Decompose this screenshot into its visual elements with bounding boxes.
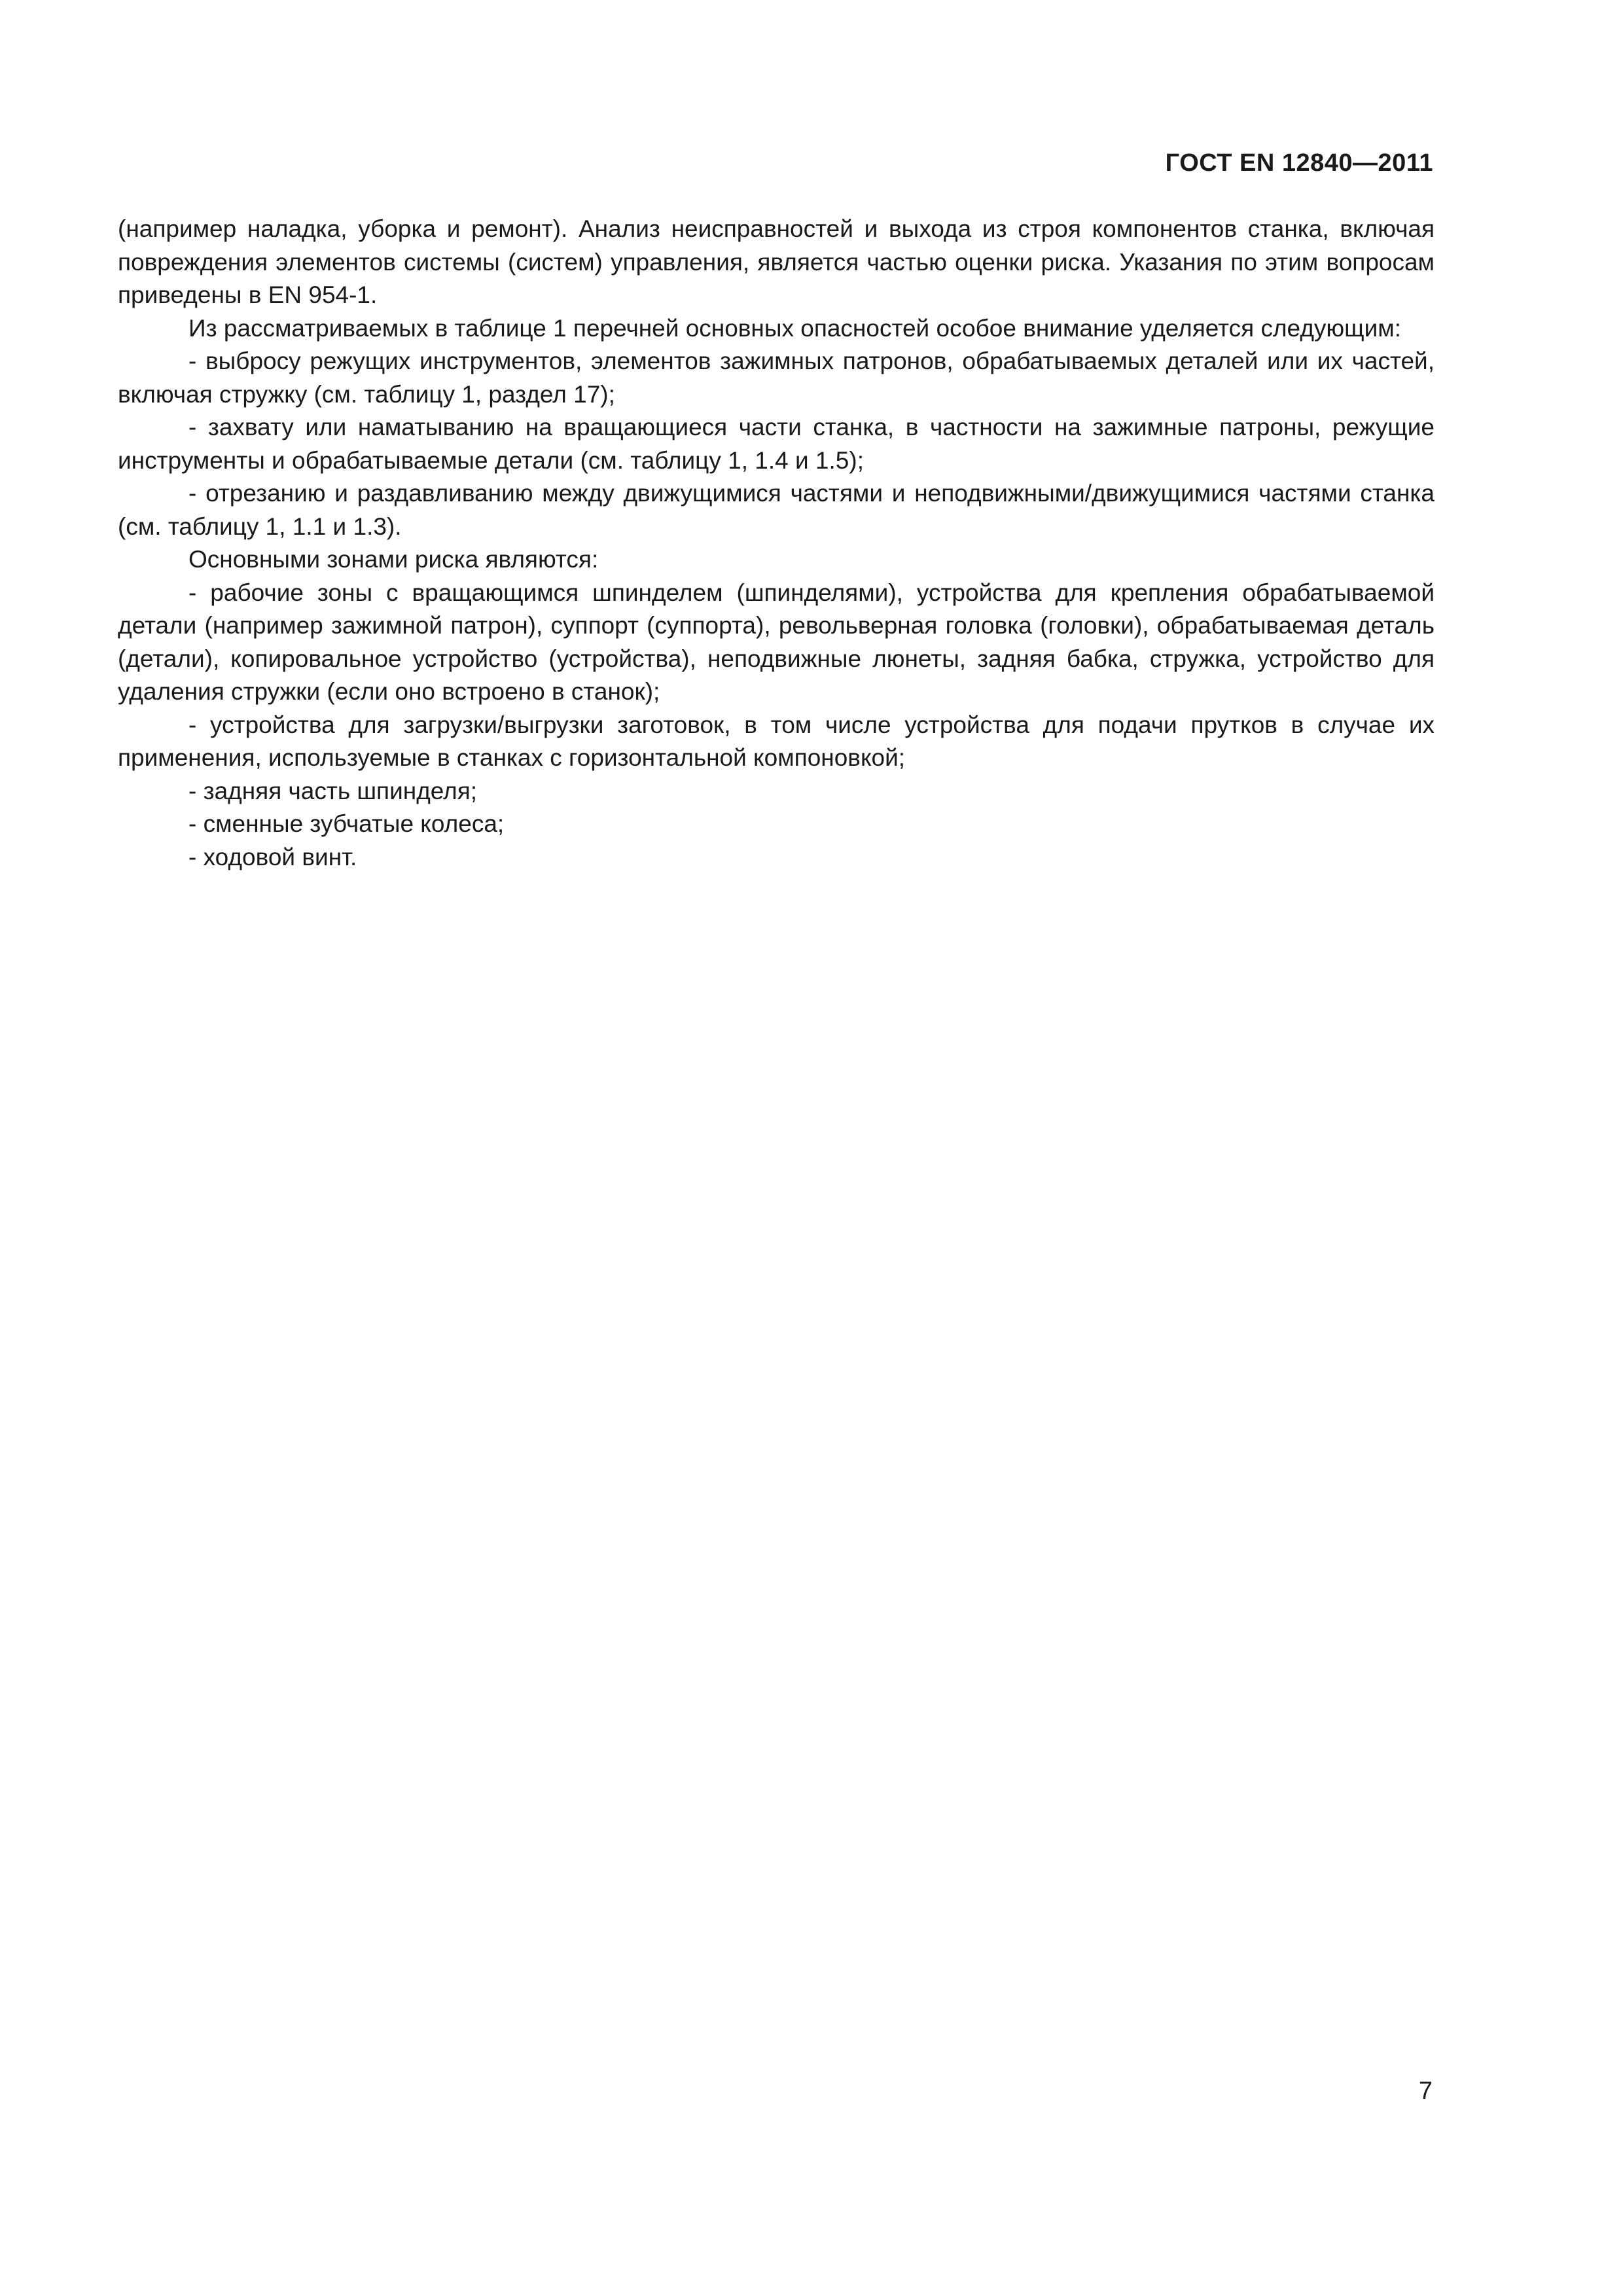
paragraph-hazards-intro: Из рассматриваемых в таблице 1 перечней основных опасностей особое внимание уделяется следующим: <box>188 314 1401 342</box>
list-item-entanglement: - захвату или наматыванию на вращающиеся части станка, в частности на зажимные патроны, режущие инструменты и обрабатываемые детали (см. таблицу 1, 1.4 и 1.5); <box>118 414 1435 474</box>
standard-id-header: ГОСТ EN 12840—2011 <box>1165 149 1433 177</box>
list-item-shearing: - отрезанию и раздавливанию между движущимися частями и неподвижными/движущимися частями станка (см. таблицу 1, 1.1 и 1.3). <box>118 480 1435 540</box>
list-item-spindle-rear: - задняя часть шпинделя; <box>188 777 478 804</box>
list-item-change-gears: - сменные зубчатые колеса; <box>188 810 505 837</box>
paragraph-risk-zones-intro: Основными зонами риска являются: <box>188 546 599 573</box>
list-item-work-zones: - рабочие зоны с вращающимся шпинделем (шпинделями), устройства для крепления обрабатываемой детали (например зажимной патрон), суппорт (суппорта), револьверная головка (головки), обрабатываемая деталь (детали), копировальное устройство (устройства), неподвижные люнеты, задняя бабка, стружка, устройство для удаления стружки (если оно встроено в станок); <box>118 579 1435 705</box>
list-item-loading-devices: - устройства для загрузки/выгрузки заготовок, в том числе устройства для подачи прутков в случае их применения, используемые в станках с горизонтальной компоновкой; <box>118 711 1435 771</box>
body-text <box>118 213 1435 874</box>
page-number: 7 <box>1418 2077 1433 2105</box>
paragraph-continuation: (например наладка, уборка и ремонт). Анализ неисправностей и выхода из строя компонентов станка, включая повреждения элементов системы (систем) управления, является частью оценки риска. Указания по этим вопросам приведены в EN 954-1. <box>118 215 1435 308</box>
list-item-lead-screw: - ходовой винт. <box>188 843 357 870</box>
list-item-ejection: - выбросу режущих инструментов, элементов зажимных патронов, обрабатываемых деталей или их частей, включая стружку (см. таблицу 1, раздел 17); <box>118 348 1435 408</box>
